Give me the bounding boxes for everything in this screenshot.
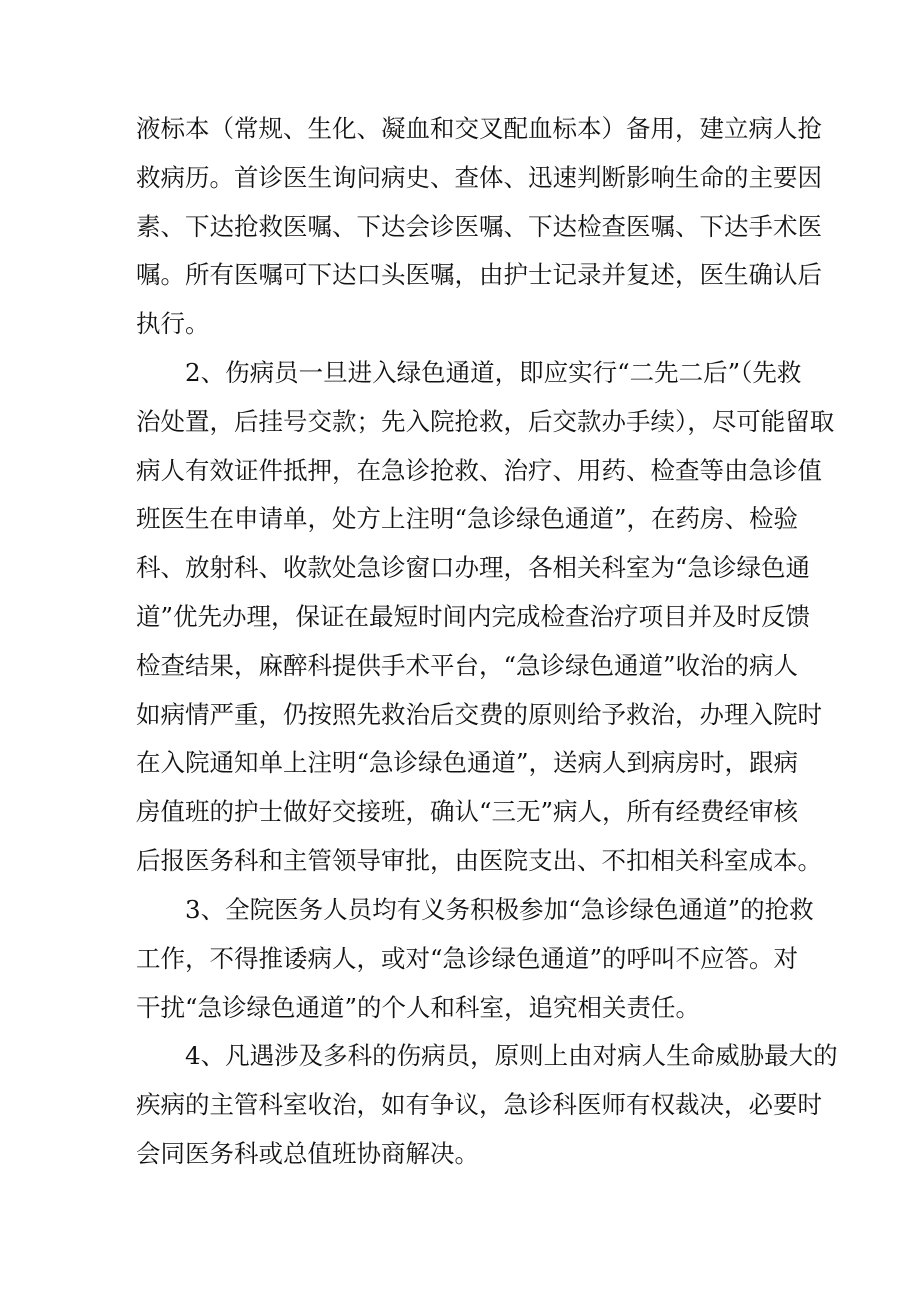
- text-line: 疾病的主管科室收治，如有争议，急诊科医师有权裁决，必要时: [136, 1089, 822, 1119]
- text-line: 执行。: [136, 309, 210, 339]
- text-line: 嘱。所有医嘱可下达口头医嘱，由护士记录并复述，医生确认后: [136, 260, 822, 290]
- text-line: 班医生在申请单，处方上注明“急诊绿色通道”，在药房、检验: [136, 504, 799, 534]
- text-line: 3、全院医务人员均有义务积极参加“急诊绿色通道”的抢救: [185, 895, 814, 924]
- text-line: 工作，不得推诿病人，或对“急诊绿色通道”的呼叫不应答。对: [136, 943, 799, 973]
- text-line: 4、凡遇涉及多科的伤病员，原则上由对病人生命威胁最大的: [185, 1041, 838, 1070]
- text-line: 液标本（常规、生化、凝血和交叉配血标本）备用，建立病人抢: [136, 114, 822, 143]
- text-line: 在入院通知单上注明“急诊绿色通道”，送病人到病房时，跟病: [136, 748, 799, 778]
- text-line: 病人有效证件抵押，在急诊抢救、治疗、用药、检查等由急诊值: [136, 455, 822, 485]
- paragraph-continuation: [136, 105, 822, 349]
- paragraph-item-4: [136, 1032, 838, 1178]
- text-line: 后报医务科和主管领导审批，由医院支出、不扣相关科室成本。: [136, 845, 822, 875]
- paragraph-item-3: [136, 886, 814, 1032]
- text-line: 治处置，后挂号交款；先入院抢救，后交款办手续），尽可能留取: [136, 406, 835, 436]
- text-line: 干扰“急诊绿色通道”的个人和科室，追究相关责任。: [136, 992, 701, 1022]
- paragraph-item-2: [136, 349, 835, 886]
- text-line: 会同医务科或总值班协商解决。: [136, 1138, 479, 1168]
- text-line: 素、下达抢救医嘱、下达会诊医嘱、下达检查医嘱、下达手术医: [136, 211, 822, 241]
- text-line: 道”优先办理，保证在最短时间内完成检查治疗项目并及时反馈: [136, 601, 811, 631]
- text-line: 科、放射科、收款处急诊窗口办理，各相关科室为“急诊绿色通: [136, 553, 811, 583]
- text-line: 检查结果，麻醉科提供手术平台，“急诊绿色通道”收治的病人: [136, 650, 799, 680]
- text-line: 2、伤病员一旦进入绿色通道，即应实行“二先二后”（先救: [185, 358, 802, 387]
- text-line: 如病情严重，仍按照先救治后交费的原则给予救治，办理入院时: [136, 699, 822, 729]
- text-line: 房值班的护士做好交接班，确认“三无”病人，所有经费经审核: [136, 797, 799, 827]
- text-line: 救病历。首诊医生询问病史、查体、迅速判断影响生命的主要因: [136, 162, 822, 192]
